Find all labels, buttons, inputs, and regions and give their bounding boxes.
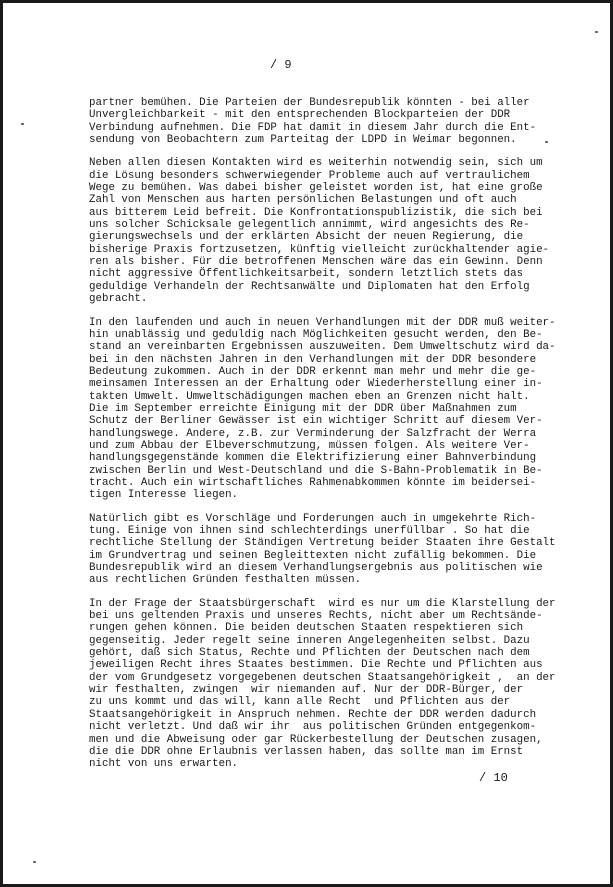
- text-line: gehört, daß sich Status, Rechte und Pflichten der Deutschen nach dem: [89, 647, 530, 660]
- paragraph-negotiations-environment: [89, 317, 569, 502]
- paragraph-counter-demands: [89, 513, 569, 587]
- text-line: handlungsgegenstände kommen die Elektrifizierung einer Bahnverbindung: [89, 452, 537, 465]
- body-text: [89, 97, 569, 782]
- text-line: im Grundvertrag und seinen Begleittexten nicht zufällig bekommen. Die: [89, 549, 537, 562]
- text-line: uns solcher Schicksale gelegentlich annimmt, wird angesichts des Re-: [89, 219, 530, 232]
- text-line: men und die Abweisung oder gar Rückerbestellung der Deutschen zusagen,: [89, 733, 543, 746]
- paragraph-party-contacts: [89, 97, 569, 146]
- text-line: meinsamen Interessen an der Erhaltung oder Wiederherstellung einer in-: [89, 378, 543, 391]
- text-line: die die DDR ohne Erlaubnis verlassen haben, das sollte man im Ernst: [89, 745, 524, 758]
- text-line: takten Umwelt. Umweltschädigungen machen eben an Grenzen nicht halt.: [89, 390, 530, 403]
- text-line: bei in den nächsten Jahren in den Verhandlungen mit der DDR besondere: [89, 353, 537, 366]
- text-line: aus rechtlichen Gründen festhalten müssen.: [89, 574, 362, 587]
- text-line: Unvergleichbarkeit - mit den entsprechenden Blockparteien der DDR: [89, 109, 511, 122]
- scan-speck: [595, 31, 598, 33]
- text-line: Natürlich gibt es Vorschläge und Forderungen auch in umgekehrte Rich-: [89, 512, 537, 525]
- text-line: Bundesrepublik wird an diesem Verhandlungsergebnis aus politischen wie: [89, 562, 543, 575]
- text-line: Staatsangehörigkeit in Anspruch nehmen. Rechte der DDR werden dadurch: [89, 708, 537, 721]
- paragraph-confidential-channels: [89, 157, 569, 305]
- text-line: zwischen Berlin und West-Deutschland und die S-Bahn-Problematik in Be-: [89, 464, 543, 477]
- scan-speck: [545, 141, 548, 143]
- text-line: nicht verletzt. Und daß wir ihr aus politischen Gründen entgegenkom-: [89, 721, 537, 734]
- text-line: In den laufenden und auch in neuen Verhandlungen mit der DDR muß weiter-: [89, 316, 556, 329]
- text-line: stand an vereinbarten Ergebnissen auszuweiten. Dem Umweltschutz wird da-: [89, 341, 556, 354]
- text-line: bisherige Praxis fortzusetzen, künftig vielleicht zurückhaltender agie-: [89, 243, 550, 256]
- text-line: rungen gehen können. Die beiden deutschen Staaten respektieren sich: [89, 622, 524, 635]
- text-line: geduldige Verhandeln der Rechtsanwälte und Diplomaten hat den Erfolg: [89, 280, 530, 293]
- text-line: und zum Abbau der Elbeverschmutzung, müssen folgen. Als weitere Ver-: [89, 439, 530, 452]
- text-line: nicht von uns erwarten.: [89, 758, 239, 771]
- text-line: wir festhalten, zwingen wir niemanden auf. Nur der DDR-Bürger, der: [89, 684, 524, 697]
- text-line: Schutz der Berliner Gewässer ist ein wichtiger Schritt auf diesem Ver-: [89, 415, 543, 428]
- next-page-marker: / 10: [479, 771, 508, 785]
- paragraph-citizenship: [89, 598, 569, 771]
- text-line: gebracht.: [89, 293, 148, 306]
- scan-speck: [21, 123, 24, 125]
- text-line: aus bitterem Leid befreit. Die Konfrontationspublizistik, die sich bei: [89, 206, 543, 219]
- text-line: tracht. Auch ein wirtschaftliches Rahmenabkommen könnte im beidersei-: [89, 476, 537, 489]
- page-number: / 9: [270, 58, 292, 72]
- text-line: Verbindung aufnehmen. Die FDP hat damit in diesem Jahr durch die Ent-: [89, 121, 537, 134]
- text-line: rechtliche Stellung der Ständigen Vertretung beider Staaten ihre Gestalt: [89, 537, 556, 550]
- text-line: bei uns geltenden Praxis und unseres Rechts, nicht aber um Rechtsände-: [89, 610, 543, 623]
- text-line: handlungswege. Andere, z.B. zur Verminderung der Salzfracht der Werra: [89, 427, 537, 440]
- text-line: sendung von Beobachtern zum Parteitag der LDPD in Weimar begonnen.: [89, 134, 517, 147]
- text-line: Bedeutung zukommen. Auch in der DDR erkennt man mehr und mehr die ge-: [89, 365, 537, 378]
- text-line: nicht aggressive Öffentlichkeitsarbeit, sondern letztlich stets das: [89, 268, 524, 281]
- text-line: tigen Interesse liegen.: [89, 489, 239, 502]
- text-line: Die im September erreichte Einigung mit der DDR über Maßnahmen zum: [89, 402, 517, 415]
- text-line: Neben allen diesen Kontakten wird es weiterhin notwendig sein, sich um: [89, 157, 543, 170]
- text-line: gierungswechsels und der erklärten Absicht der neuen Regierung, die: [89, 231, 524, 244]
- text-line: Zahl von Menschen aus harten persönlichen Belastungen und oft auch: [89, 194, 517, 207]
- text-line: die Lösung besonders schwerwiegender Probleme auch auf vertraulichem: [89, 169, 530, 182]
- text-line: der vom Grundgesetz vorgegebenen deutschen Staatsangehörigkeit , an der: [89, 671, 556, 684]
- text-line: Wege zu bemühen. Was dabei bisher geleistet worden ist, hat eine große: [89, 182, 543, 195]
- text-line: gegenseitig. Jeder regelt seine inneren Angelegenheiten selbst. Dazu: [89, 634, 530, 647]
- text-line: tung. Einige von ihnen sind schlechterdings unerfüllbar . So hat die: [89, 525, 530, 537]
- text-line: hin unablässig und geduldig nach Möglichkeiten gesucht werden, den Be-: [89, 328, 543, 341]
- text-line: ren als bisher. Für die betroffenen Menschen wäre das ein Gewinn. Denn: [89, 256, 543, 269]
- scan-speck: [33, 861, 36, 863]
- text-line: jeweiligen Recht ihres Staates bestimmen. Die Rechte und Pflichten aus: [89, 659, 543, 672]
- text-line: zu uns kommt und das will, kann alle Recht und Pflichten aus der: [89, 696, 511, 709]
- text-line: partner bemühen. Die Parteien der Bundesrepublik könnten - bei aller: [89, 97, 530, 109]
- text-line: In der Frage der Staatsbürgerschaft wird es nur um die Klarstellung der: [89, 597, 556, 610]
